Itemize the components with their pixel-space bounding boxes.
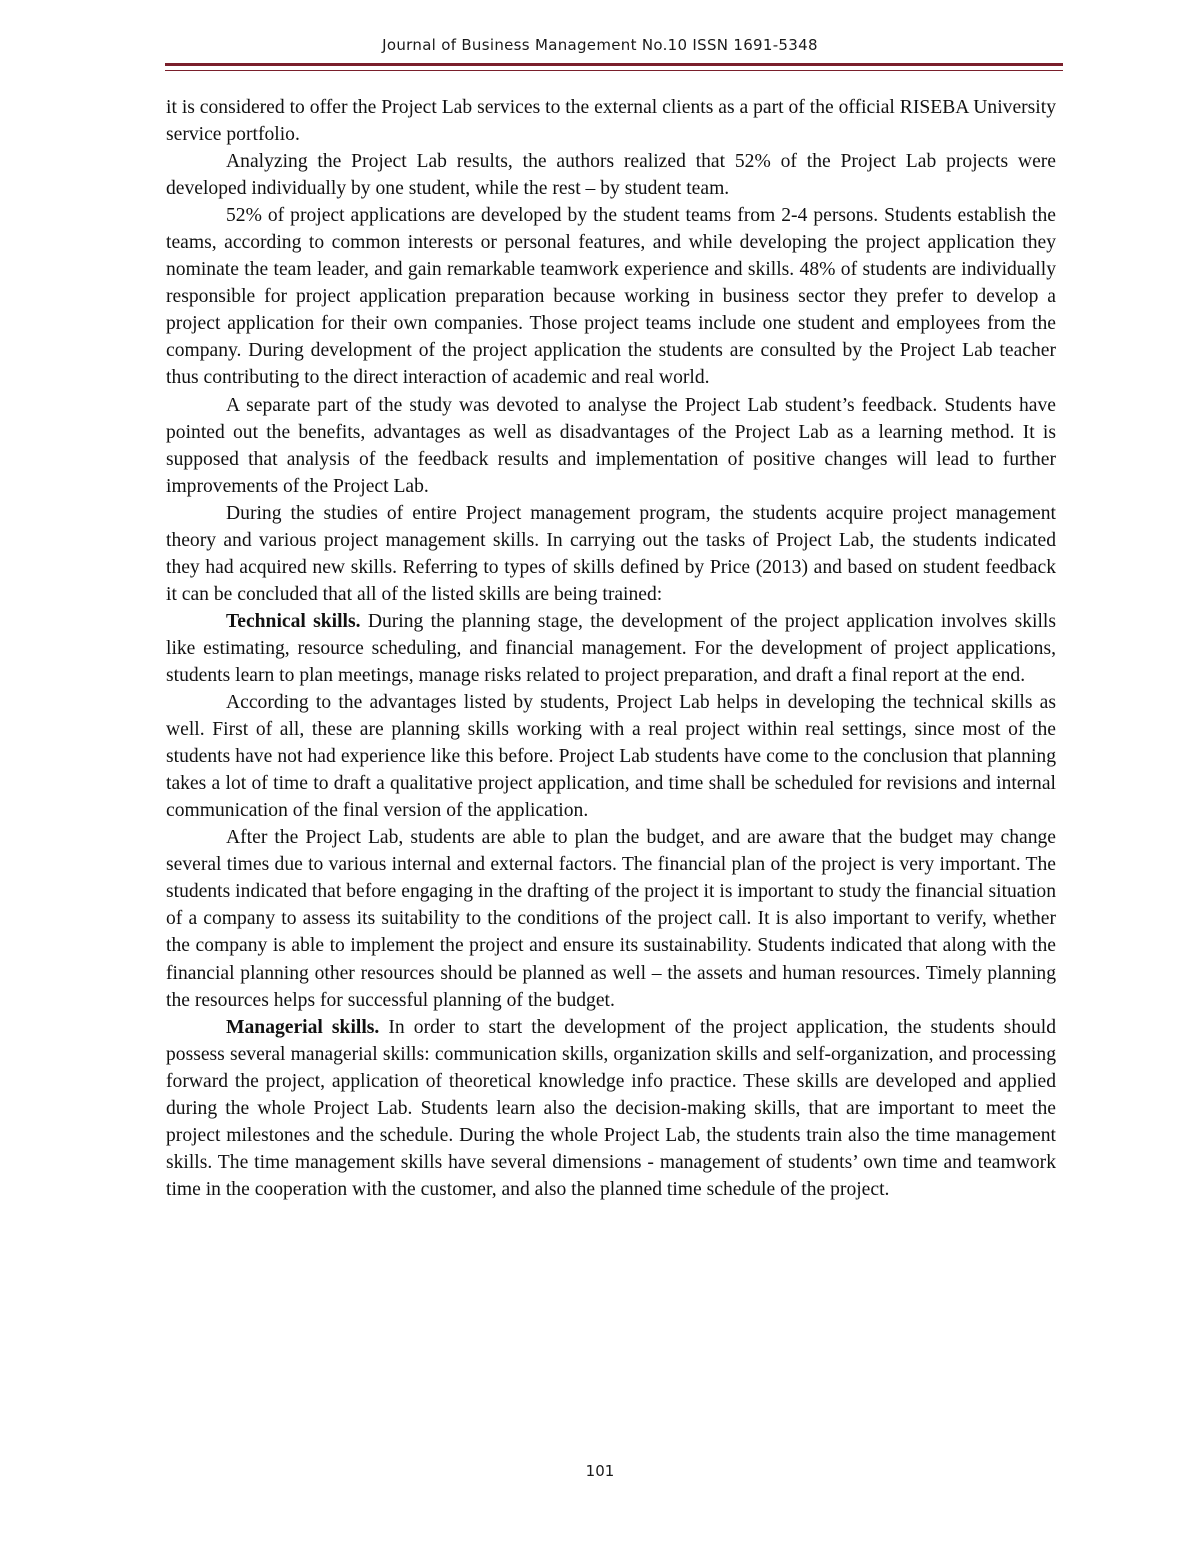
paragraph-advantages: According to the advantages listed by students, Project Lab helps in developing the technical skills as well. First of all, these are planning skills working with a real project within real settings, since most of the students have not had experience like this before. Project Lab students have come to the conclusion that planning takes a lot of time to draft a qualitative project application, and time shall be scheduled for revisions and internal communication of the final version of the application. bbox=[166, 692, 1056, 822]
header-rule bbox=[165, 63, 1063, 66]
managerial-skills-heading: Managerial skills. bbox=[226, 1016, 380, 1038]
paragraph-feedback: A separate part of the study was devoted to analyse the Project Lab student’s feedback. Students have pointed out the benefits, advantages as well as disadvantages of the Project Lab as a learning method. It is supposed that analysis of the feedback results and implementation of positive changes will lead to further improvements of the Project Lab. bbox=[166, 394, 1056, 497]
paragraph-teams: 52% of project applications are developed by the student teams from 2-4 persons. Students establish the teams, according to common interests or personal features, and while developing the project application they nominate the team leader, and gain remarkable teamwork experience and skills. 48% of students are individually responsible for project application preparation because working in business sector they prefer to develop a project application for their own companies. Those project teams include one student and employees from the company. During development of the project application the students are consulted by the Project Lab teacher thus contributing to the direct interaction of academic and real world. bbox=[166, 205, 1056, 389]
managerial-skills-text: In order to start the development of the project application, the students should possess several managerial skills: communication skills, organization skills and self-organization, and processing forward the project, application of theoretical knowledge info practice. These skills are developed and applied during the whole Project Lab. Students learn also the decision-making skills, that are important to meet the project milestones and the schedule. During the whole Project Lab, the students train also the time management skills. The time management skills have several dimensions - management of students’ own time and teamwork time in the cooperation with the customer, and also the planned time schedule of the project. bbox=[166, 1016, 1057, 1200]
article-body bbox=[166, 94, 1056, 1203]
running-header: Journal of Business Management No.10 ISSN 1691-5348 bbox=[382, 36, 818, 54]
technical-skills-text: During the planning stage, the development of the project application involves skills like estimating, resource scheduling, and financial management. For the development of project applications, students learn to plan meetings, manage risks related to project preparation, and draft a final report at the end. bbox=[166, 610, 1056, 686]
header-rule-thin bbox=[165, 70, 1063, 71]
paragraph-technical-skills bbox=[166, 608, 1056, 689]
paragraph-skills-intro: During the studies of entire Project management program, the students acquire project management theory and various project management skills. In carrying out the tasks of Project Lab, the students indicated they had acquired new skills. Referring to types of skills defined by Price (2013) and based on student feedback it can be concluded that all of the listed skills are being trained: bbox=[166, 502, 1056, 605]
page-number: 101 bbox=[585, 1462, 615, 1480]
paragraph-continuation: it is considered to offer the Project Lab services to the external clients as a part of the official RISEBA University service portfolio. bbox=[166, 97, 1056, 146]
technical-skills-heading: Technical skills. bbox=[226, 610, 361, 632]
paragraph-budget: After the Project Lab, students are able to plan the budget, and are aware that the budget may change several times due to various internal and external factors. The financial plan of the project is very important. The students indicated that before engaging in the drafting of the project it is important to study the financial situation of a company to assess its suitability to the conditions of the project call. It is also important to verify, whether the company is able to implement the project and ensure its sustainability. Students indicated that along with the financial planning other resources should be planned as well – the assets and human resources. Timely planning the resources helps for successful planning of the budget. bbox=[166, 827, 1056, 1011]
paragraph-results: Analyzing the Project Lab results, the authors realized that 52% of the Project Lab projects were developed individually by one student, while the rest – by student team. bbox=[166, 151, 1056, 200]
paragraph-managerial-skills bbox=[166, 1014, 1056, 1203]
